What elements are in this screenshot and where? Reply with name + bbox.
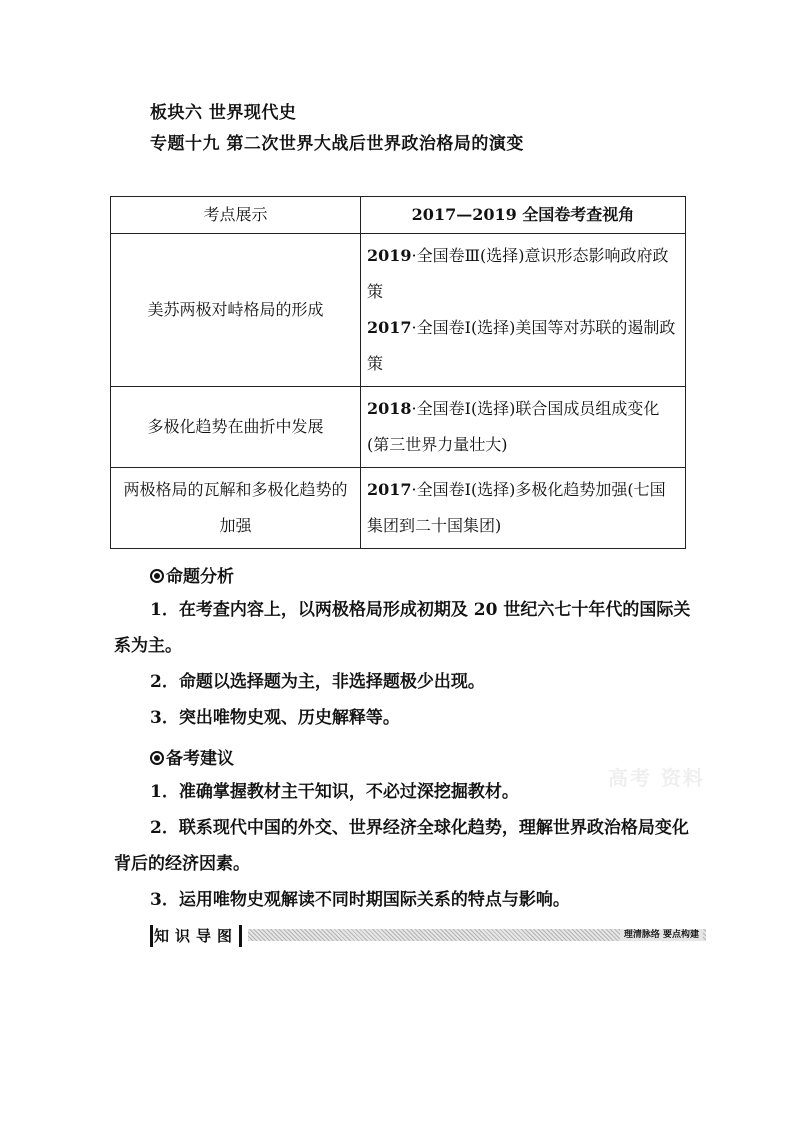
advice-heading-text: 备考建议 — [166, 749, 234, 769]
table-row — [111, 468, 686, 549]
knowledge-map-label: 知识导图 — [150, 925, 242, 947]
col-header-topics: 考点展示 — [111, 197, 361, 234]
topic-title: 专题十九 第二次世界大战后世界政治格局的演变 — [150, 134, 524, 154]
watermark: 高考 资料 — [608, 766, 705, 790]
exam-topics-table — [110, 196, 686, 549]
analysis-heading-text: 命题分析 — [166, 567, 234, 587]
advice-heading — [150, 744, 234, 769]
analysis-heading — [150, 562, 234, 587]
exam-view-cell — [361, 468, 686, 549]
bullet-circle-icon — [150, 569, 164, 583]
analysis-point-2: 2．命题以选择题为主，非选择题极少出现。 — [150, 672, 485, 692]
table-header-row — [111, 197, 686, 234]
col-header-exam-view: 2017—2019 全国卷考查视角 — [361, 197, 686, 234]
exam-year: 2017 — [367, 318, 412, 337]
exam-year: 2017 — [367, 480, 412, 499]
section-title: 板块六 世界现代史 — [150, 103, 297, 123]
topic-cell: 两极格局的瓦解和多极化趋势的加强 — [111, 468, 361, 549]
advice-point-1: 1．准确掌握教材主干知识，不必过深挖掘教材。 — [150, 782, 519, 802]
exam-view-cell — [361, 387, 686, 468]
exam-year: 2019 — [367, 246, 412, 265]
advice-point-2: 2．联系现代中国的外交、世界经济全球化趋势，理解世界政治格局变化背后的经济因素。 — [114, 818, 689, 874]
bullet-circle-icon — [150, 751, 164, 765]
exam-detail: ·全国卷Ⅰ(选择)联合国成员组成变化(第三世界力量壮大) — [367, 399, 660, 454]
exam-view-cell — [361, 234, 686, 387]
analysis-point-3: 3．突出唯物史观、历史解释等。 — [150, 708, 400, 728]
knowledge-map-bar — [150, 925, 705, 947]
analysis-point-1: 1．在考查内容上，以两极格局形成初期及 20 世纪六七十年代的国际关系为主。 — [114, 600, 691, 656]
table-row — [111, 387, 686, 468]
advice-point-3: 3．运用唯物史观解读不同时期国际关系的特点与影响。 — [150, 890, 570, 910]
exam-detail: ·全国卷Ⅰ(选择)多极化趋势加强(七国集团到二十国集团) — [367, 480, 666, 535]
table-row — [111, 234, 686, 387]
exam-year: 2018 — [367, 399, 412, 418]
exam-detail: ·全国卷Ⅲ(选择)意识形态影响政府政策 — [367, 246, 669, 301]
topic-cell: 多极化趋势在曲折中发展 — [111, 387, 361, 468]
exam-detail: ·全国卷Ⅰ(选择)美国等对苏联的遏制政策 — [367, 318, 676, 373]
topic-cell: 美苏两极对峙格局的形成 — [111, 234, 361, 387]
knowledge-map-tag: 理清脉络 要点构建 — [620, 929, 703, 941]
